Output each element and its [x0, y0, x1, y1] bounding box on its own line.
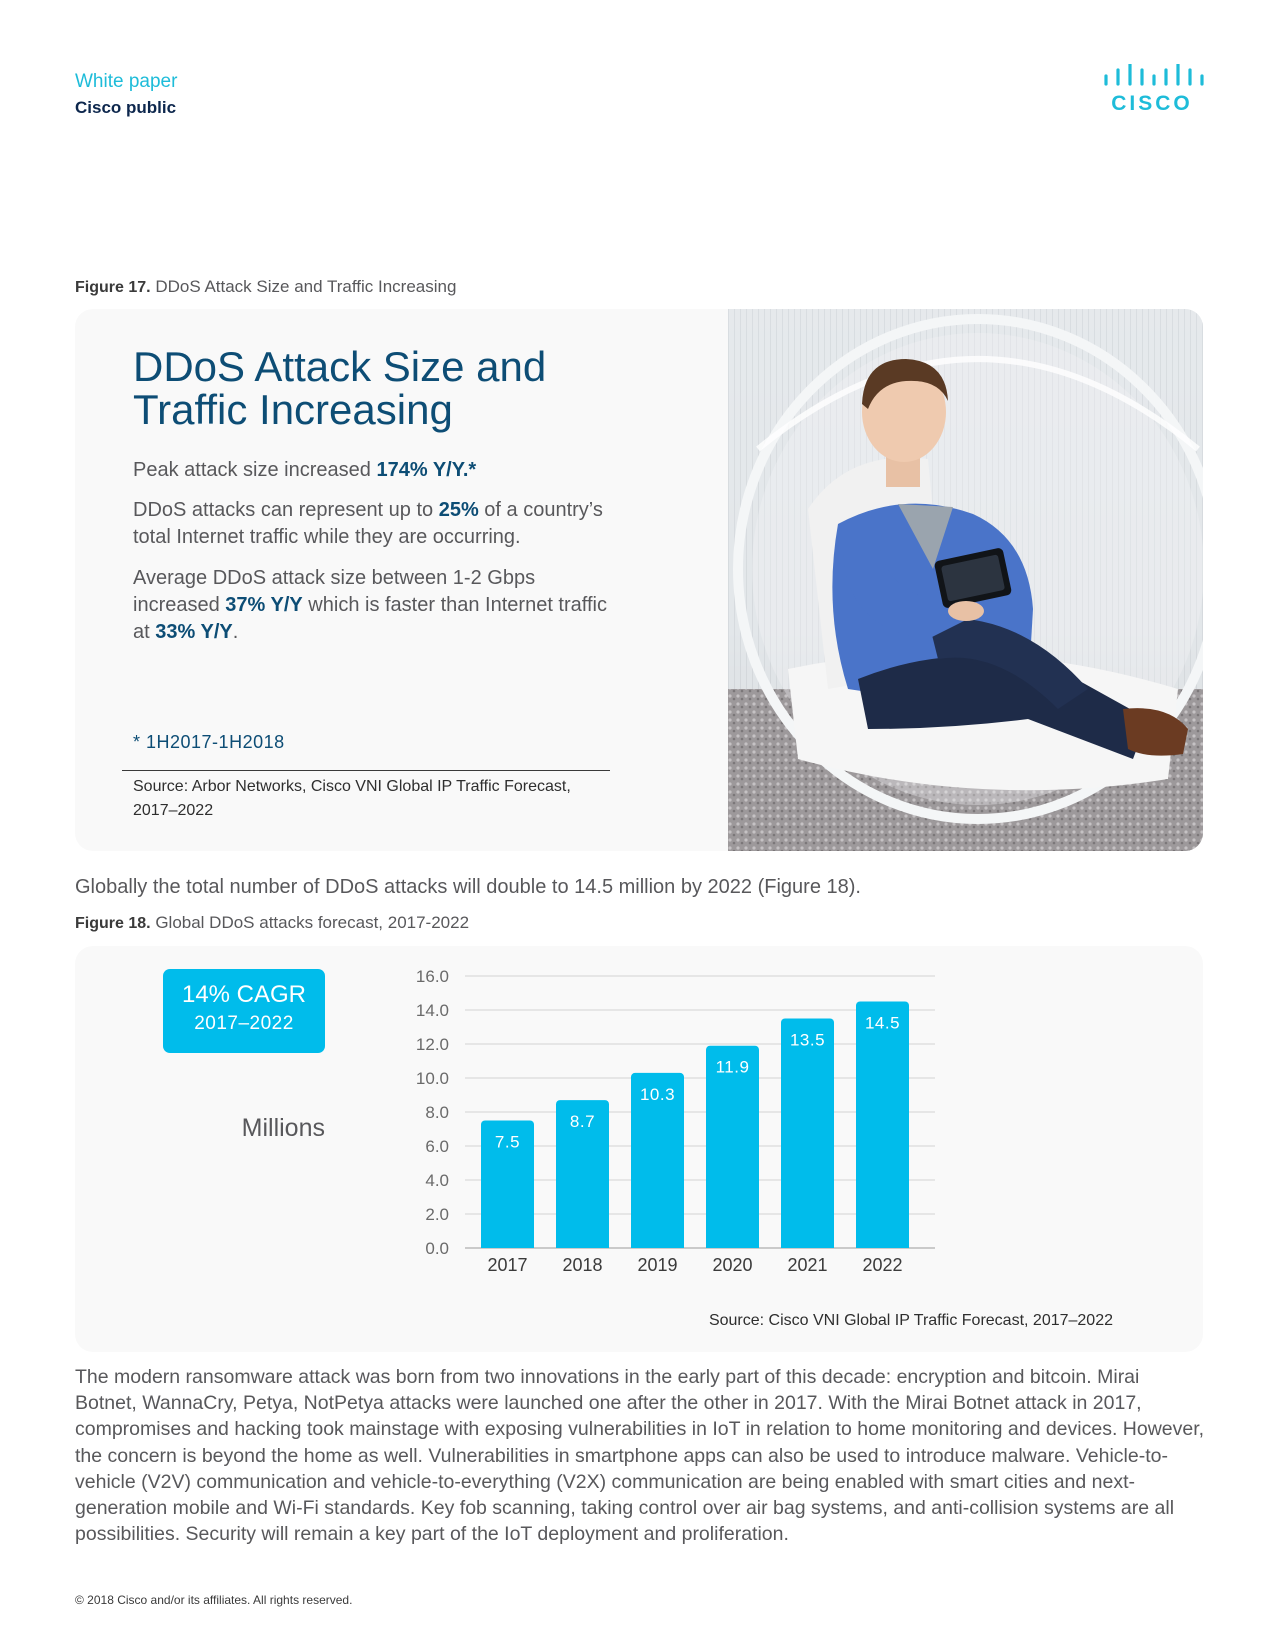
figure-17-caption-text: DDoS Attack Size and Traffic Increasing [155, 277, 457, 296]
x-tick-label-2018: 2018 [562, 1255, 603, 1275]
bar-value-label-2018: 8.7 [569, 1112, 596, 1132]
x-tick-label-2021: 2021 [787, 1255, 828, 1275]
stat-average-attack-line-1: Average DDoS attack size between 1-2 Gbps [133, 567, 536, 589]
figure-17-source [133, 775, 633, 823]
y-tick-label-8.0: 8.0 [425, 1103, 449, 1122]
stat-country-traffic-value: 25% [438, 499, 479, 521]
bar-value-label-2021: 13.5 [789, 1030, 826, 1050]
bar-base-2020 [706, 1242, 759, 1248]
bar-2022 [856, 1002, 909, 1249]
figure-17-number: Figure 17. [75, 279, 151, 296]
x-tick-label-2020: 2020 [712, 1255, 753, 1275]
cagr-period: 2017–2022 [194, 1013, 294, 1034]
cisco-bridge-icon [1100, 64, 1204, 92]
infographic-footnote: * 1H2017-1H2018 [133, 732, 285, 752]
ransomware-paragraph: The modern ransomware attack was born from two innovations in the early part of this decade: encryption and bitcoin. Mirai Botnet, WannaCry, Petya, NotPetya attacks were launched one after the other in 2017. With the Mirai Botnet attack in 2017, compromises and hacking took mainstage with exposing vulnerabilities in IoT in relation to home monitoring and devices. However, the concern is beyond the home as well. Vulnerabilities in smartphone apps can also be used to introduce malware. Vehicle-to-vehicle (V2V) communication and vehicle-to-everything (V2X) communication are being enabled with smart cities and next-generation mobile and Wi-Fi standards. Key fob scanning, taking control over air bag systems, and anti-collision systems are all possibilities. Security will remain a key part of the IoT deployment and proliferation. [75, 1366, 1205, 1546]
stat-country-traffic [133, 497, 693, 551]
bar-base-2022 [856, 1242, 909, 1248]
y-tick-label-14.0: 14.0 [415, 1001, 449, 1020]
ddos-forecast-bar-chart [325, 958, 985, 1298]
y-tick-label-4.0: 4.0 [425, 1171, 449, 1190]
stat-average-attack-text-3: at [133, 621, 156, 643]
figure-18-caption [75, 913, 469, 933]
y-tick-label-10.0: 10.0 [415, 1069, 449, 1088]
y-axis-unit-label: Millions [241, 1114, 325, 1142]
figure-17-infographic [75, 309, 1203, 851]
y-tick-label-16.0: 16.0 [415, 967, 449, 986]
y-tick-label-6.0: 6.0 [425, 1137, 449, 1156]
bar-base-2019 [631, 1242, 684, 1248]
bar-base-2021 [781, 1242, 834, 1248]
cisco-wordmark: CISCO [1111, 92, 1193, 115]
y-tick-label-0.0: 0.0 [425, 1239, 449, 1258]
cagr-value: 14% CAGR [181, 981, 307, 1008]
source-divider [122, 770, 610, 771]
cisco-logo [1100, 64, 1204, 116]
stat-peak-attack-text: Peak attack size increased [133, 459, 377, 481]
bar-base-2017 [481, 1242, 534, 1248]
figure-18-number: Figure 18. [75, 915, 151, 932]
bar-value-label-2022: 14.5 [864, 1013, 901, 1033]
x-tick-label-2019: 2019 [637, 1255, 678, 1275]
figure-17-source-line-2: 2017–2022 [133, 802, 214, 819]
y-tick-label-12.0: 12.0 [415, 1035, 449, 1054]
figure-18-source: Source: Cisco VNI Global IP Traffic Forecast, 2017–2022 [708, 1312, 1113, 1329]
bar-value-label-2019: 10.3 [639, 1084, 676, 1104]
bar-value-label-2020: 11.9 [715, 1057, 750, 1077]
stat-internet-traffic-value: 33% Y/Y [155, 621, 233, 643]
bar-2021 [781, 1019, 834, 1249]
photo-man-with-tablet [728, 309, 1203, 851]
stat-country-traffic-text: DDoS attacks can represent up to [133, 499, 439, 521]
document-classification: Cisco public [75, 98, 177, 117]
figure-18-caption-text: Global DDoS attacks forecast, 2017-2022 [155, 913, 470, 932]
y-tick-label-2.0: 2.0 [425, 1205, 449, 1224]
figure-18-chart-card [75, 946, 1203, 1352]
infographic-title-line-2: Traffic Increasing [133, 386, 453, 433]
figure-18-intro: Globally the total number of DDoS attacks will double to 14.5 million by 2022 (Figure 18). [75, 876, 861, 898]
stat-country-traffic-line-2: total Internet traffic while they are occurring. [133, 526, 521, 548]
bar-value-label-2017: 7.5 [494, 1132, 521, 1152]
stat-average-attack-period: . [232, 621, 239, 643]
cagr-badge [163, 969, 325, 1053]
stat-average-attack [133, 565, 693, 646]
stat-average-attack-value: 37% Y/Y [225, 594, 303, 616]
x-tick-label-2022: 2022 [862, 1255, 903, 1275]
figure-17-caption [75, 277, 456, 297]
infographic-title-line-1: DDoS Attack Size and [133, 343, 547, 390]
bar-base-2018 [556, 1242, 609, 1248]
stat-peak-attack-value: 174% Y/Y.* [376, 459, 477, 481]
document-type: White paper [75, 71, 178, 92]
figure-17-source-line-1: Source: Arbor Networks, Cisco VNI Global IP Traffic Forecast, [133, 778, 571, 795]
stat-peak-attack [133, 457, 693, 484]
infographic-title [133, 345, 693, 431]
x-tick-label-2017: 2017 [487, 1255, 528, 1275]
stat-country-traffic-text-2: of a country’s [478, 499, 603, 521]
stat-average-attack-text-2: which is faster than Internet traffic [302, 594, 607, 616]
stat-average-attack-text: increased [133, 594, 226, 616]
copyright-notice: © 2018 Cisco and/or its affiliates. All rights reserved. [75, 1593, 353, 1607]
